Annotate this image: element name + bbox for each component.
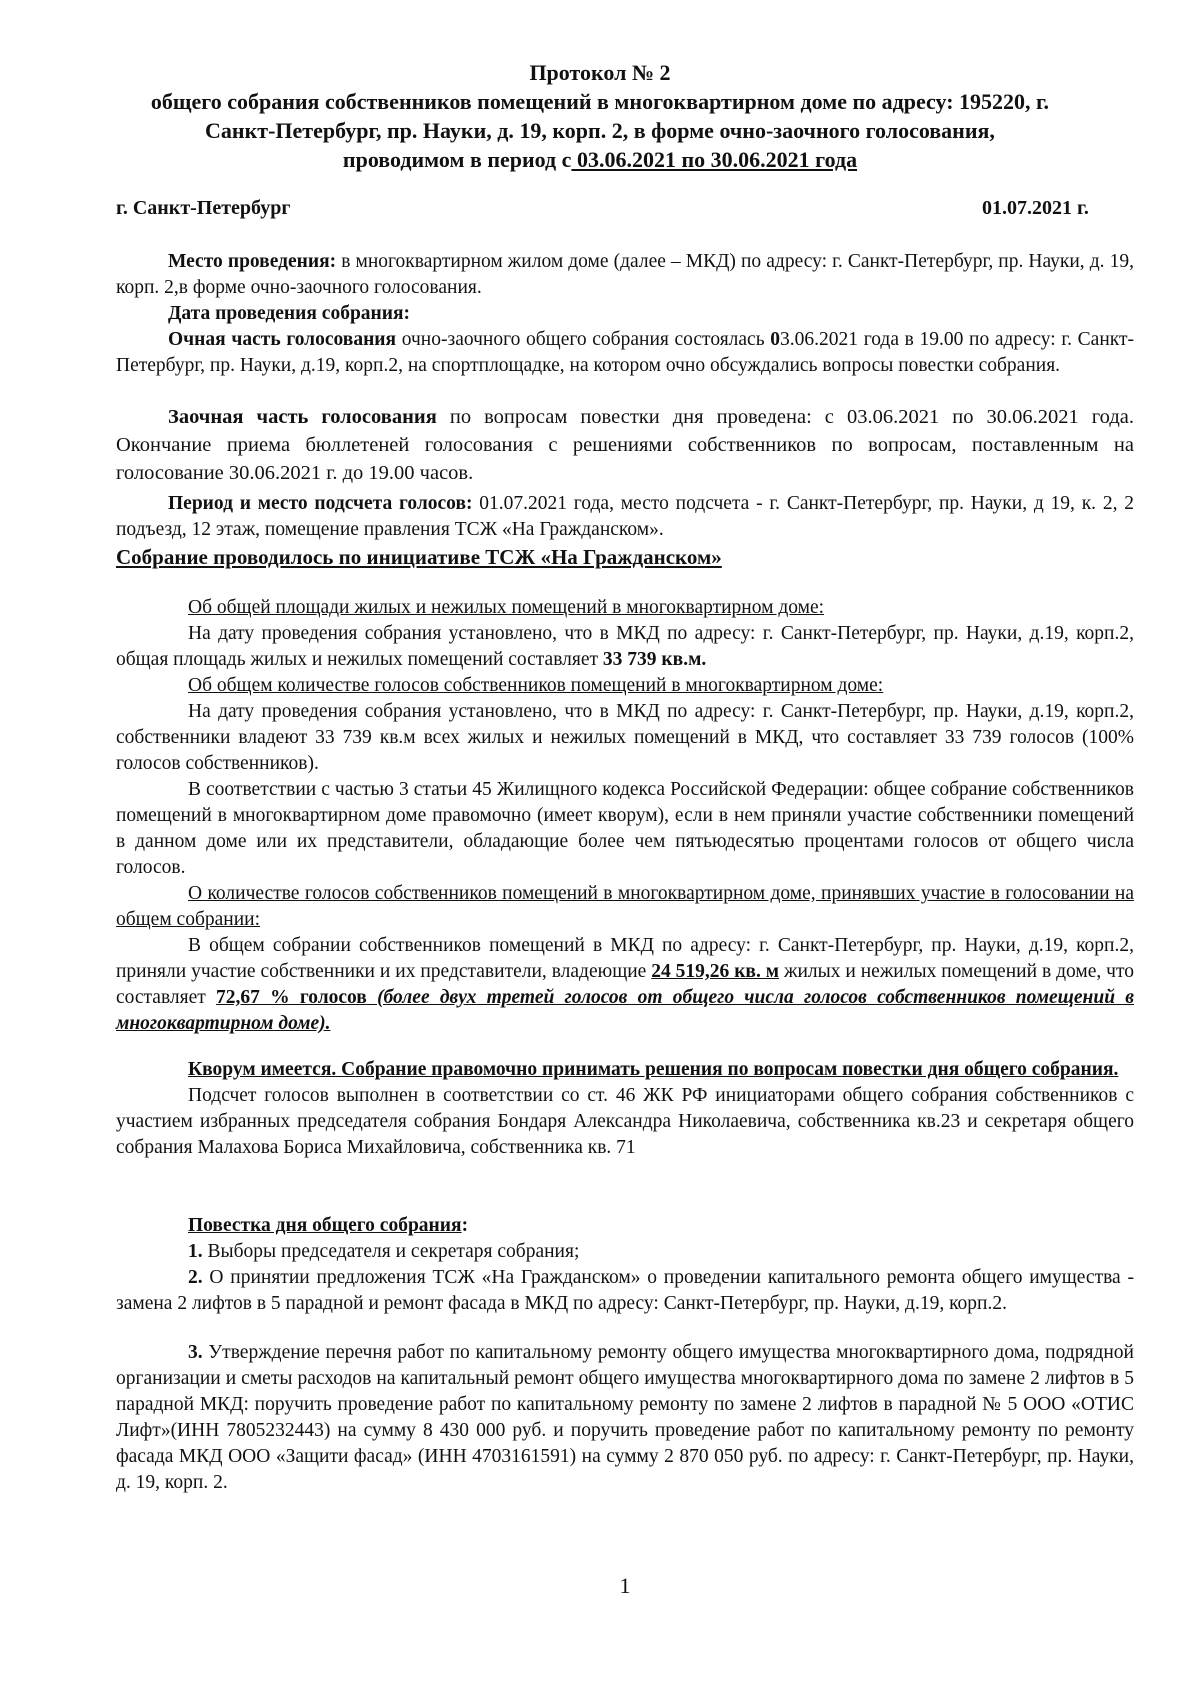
period-prefix: проводимом в период с — [342, 147, 572, 172]
absentee-label: Заочная часть голосования — [168, 406, 437, 428]
document-date: 01.07.2021 г. — [982, 197, 1089, 219]
agenda-item-number: 1. — [188, 1241, 203, 1262]
agenda-item-number: 3. — [188, 1342, 203, 1363]
participation-area: 24 519,26 кв. м — [651, 961, 780, 982]
area-section — [116, 595, 1134, 1037]
area-paragraph — [116, 621, 1134, 673]
agenda-item-text: Выборы председателя и секретаря собрания; — [202, 1241, 580, 1262]
title-line-1: общего собрания собственников помещений в многоквартирном доме по адресу: 195220, г. — [150, 89, 1050, 114]
count-block — [116, 491, 1134, 571]
participation-percent: 72,67 % голосов — [216, 987, 367, 1008]
votes-total-heading: Об общем количестве голосов собственников помещений в многоквартирном доме: — [188, 675, 884, 696]
agenda-item-3-block — [116, 1340, 1134, 1496]
city: г. Санкт-Петербург — [116, 197, 291, 219]
agenda-item-text: О принятии предложения ТСЖ «На Гражданском» о проведении капитального ремонта общего имущества - замена 2 лифтов в 5 парадной и ремонт фасада в МКД по адресу: Санкт-Петербург, пр. Науки, д.19, корп.2. — [116, 1267, 1134, 1314]
count-label: Период и место подсчета голосов: — [168, 493, 473, 514]
participation-text-2: жилых и нежилых помещений в доме, что составляет — [116, 961, 1134, 1008]
period-dates: 03.06.2021 по 30.06.2021 года — [571, 147, 858, 172]
meeting-info — [116, 249, 1134, 379]
title-line-3 — [100, 145, 1100, 174]
agenda-heading — [116, 1213, 1134, 1239]
inperson-text-1: очно-заочного общего собрания состоялась — [396, 329, 771, 350]
participation-paragraph — [116, 933, 1134, 1037]
area-text: На дату проведения собрания установлено, что в МКД по адресу: г. Санкт-Петербург, пр. Науки, д.19, корп.2, общая площадь жилых и нежилых помещений составляет — [116, 623, 1134, 670]
place-label: Место проведения: — [168, 251, 337, 272]
agenda-heading-colon: : — [461, 1215, 469, 1236]
absentee-paragraph — [116, 403, 1134, 487]
quorum-section — [116, 1057, 1134, 1161]
participation-text-1: В общем собрании собственников помещений в МКД по адресу: г. Санкт-Петербург, пр. Науки, д.19, корп.2, приняли участие собственники и их представители, владеющие — [116, 935, 1134, 982]
votes-total-paragraph: На дату проведения собрания установлено, что в МКД по адресу: г. Санкт-Петербург, пр. Науки, д.19, корп.2, собственники владеют 33 739 кв.м всех жилых и нежилых помещений в МКД, что составляет 33 739 голосов (100% голосов собственников). — [116, 701, 1134, 774]
page-number: 1 — [619, 1573, 631, 1598]
area-value: 33 739 кв.м. — [602, 649, 707, 670]
agenda-section — [116, 1213, 1134, 1317]
place-paragraph — [116, 249, 1134, 301]
quorum-statement: Кворум имеется. Собрание правомочно принимать решения по вопросам повестки дня общего собрания. — [188, 1059, 1119, 1080]
agenda-item-number: 2. — [188, 1267, 203, 1288]
participation-italic: (более двух третей голосов от общего числа голосов собственников помещений в многоквартирном доме). — [116, 987, 1134, 1034]
inperson-text-2: 3.06.2021 года в 19.00 по адресу: г. Санкт-Петербург, пр. Науки, д.19, корп.2, на спортплощадке, на котором очно обсуждались вопросы повестки собрания. — [116, 329, 1134, 376]
agenda-item-3 — [116, 1340, 1134, 1496]
count-paragraph — [116, 491, 1134, 543]
participation-heading: О количестве голосов собственников помещений в многоквартирном доме, принявших участие в голосовании на общем собрании: — [116, 883, 1134, 930]
protocol-number: Протокол № 2 — [529, 60, 671, 85]
absentee-text: по вопросам повестки дня проведена: с 03.06.2021 по 30.06.2021 года. Окончание приема бюллетеней голосования с решениями собственников по вопросам, поставленным на голосование 30.06.2021 г. до 19.00 часов. — [116, 406, 1134, 484]
counting-paragraph: Подсчет голосов выполнен в соответствии со ст. 46 ЖК РФ инициаторами общего собрания собственников с участием избранных председателя собрания Бондаря Александра Николаевича, собственника кв.23 и секретаря общего собрания Малахова Бориса Михайловича, собственника кв. 71 — [116, 1085, 1134, 1158]
agenda-item-2 — [116, 1265, 1134, 1317]
agenda-item-1 — [116, 1239, 1134, 1265]
inperson-label: Очная часть голосования — [168, 329, 397, 350]
law-paragraph: В соответствии с частью 3 статьи 45 Жилищного кодекса Российской Федерации: общее собрание собственников помещений в многоквартирном доме правомочно (имеет кворум), если в нем приняли участие собственники помещений в данном доме или их представители, обладающие более чем пятьюдесятью процентами голосов от общего числа голосов. — [116, 779, 1134, 878]
area-heading: Об общей площади жилых и нежилых помещений в многоквартирном доме: — [188, 597, 825, 618]
document-title — [100, 58, 1100, 174]
agenda-heading-text: Повестка дня общего собрания — [188, 1215, 462, 1236]
absentee-block — [116, 403, 1134, 487]
agenda-item-text: Утверждение перечня работ по капитальному ремонту общего имущества многоквартирного дома, подрядной организации и сметы расходов на капитальный ремонт общего имущества многоквартирного дома по замене 2 лифтов в 5 парадной МКД: поручить проведение работ по капитальному ремонту по замене 2 лифтов в парадной № 5 ООО «ОТИС Лифт»(ИНН 7805232443) на сумму 8 430 000 руб. и поручить проведение работ по капитальному ремонту по ремонту фасада МКД ООО «Защити фасад» (ИНН 4703161591) на сумму 2 870 050 руб. по адресу: г. Санкт-Петербург, пр. Науки, д. 19, корп. 2. — [116, 1342, 1134, 1493]
dates-heading: Дата проведения собрания: — [168, 303, 411, 324]
inperson-paragraph — [116, 327, 1134, 379]
count-text: 01.07.2021 года, место подсчета - г. Санкт-Петербург, пр. Науки, д 19, к. 2, 2 подъезд, 12 этаж, помещение правления ТСЖ «На Гражданском». — [116, 493, 1134, 540]
inperson-bold-digit: 0 — [770, 329, 781, 350]
initiative-line: Собрание проводилось по инициативе ТСЖ «На Гражданском» — [116, 545, 722, 569]
title-line-2: Санкт-Петербург, пр. Науки, д. 19, корп. 2, в форме очно-заочного голосования, — [205, 118, 995, 143]
place-text: в многоквартирном жилом доме (далее – МКД) по адресу: г. Санкт-Петербург, пр. Науки, д. 19, корп. 2,в форме очно-заочного голосования. — [116, 251, 1135, 298]
